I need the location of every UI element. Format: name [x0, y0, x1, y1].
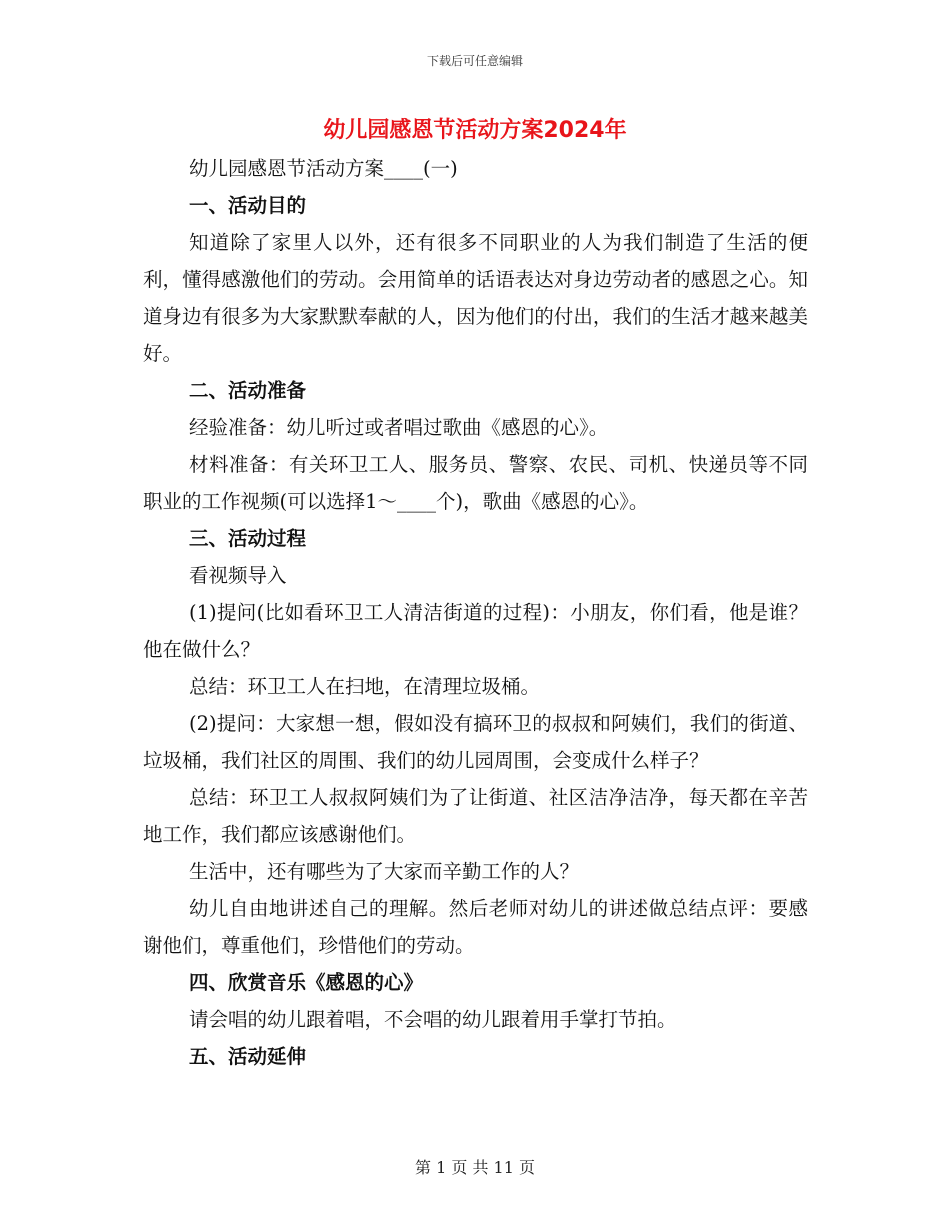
- body-paragraph: 生活中，还有哪些为了大家而辛勤工作的人？: [189, 860, 580, 883]
- body-paragraph: 幼儿自由地讲述自己的理解。然后老师对幼儿的讲述做总结点评：要感谢他们，尊重他们，珍惜他们的劳动。: [143, 897, 808, 957]
- section-heading: 一、活动目的: [189, 194, 307, 217]
- page-number-footer: 第 1 页 共 11 页: [415, 1158, 535, 1177]
- body-paragraph: 知道除了家里人以外，还有很多不同职业的人为我们制造了生活的便利，懂得感激他们的劳动。会用简单的话语表达对身边劳动者的感恩之心。知道身边有很多为大家默默奉献的人，因为他们的付出，我们的生活才越来越美好。: [143, 231, 808, 365]
- body-paragraph: (2)提问：大家想一想，假如没有搞环卫的叔叔和阿姨们，我们的街道、垃圾桶，我们社区的周围、我们的幼儿园周围，会变成什么样子？: [143, 712, 808, 772]
- body-paragraph: 材料准备：有关环卫工人、服务员、警察、农民、司机、快递员等不同职业的工作视频(可以选择1～____个)，歌曲《感恩的心》。: [143, 453, 808, 513]
- section-heading: 二、活动准备: [189, 379, 307, 402]
- section-heading: 五、活动延伸: [189, 1045, 307, 1068]
- body-paragraph: 请会唱的幼儿跟着唱，不会唱的幼儿跟着用手掌打节拍。: [189, 1008, 677, 1031]
- body-paragraph: 看视频导入: [189, 564, 287, 587]
- section-heading: 三、活动过程: [189, 527, 307, 550]
- body-paragraph: 总结：环卫工人在扫地，在清理垃圾桶。: [189, 675, 541, 698]
- body-paragraph: 幼儿园感恩节活动方案____(一): [189, 157, 458, 180]
- document-title: 幼儿园感恩节活动方案2024年: [323, 118, 627, 143]
- body-paragraph: 经验准备：幼儿听过或者唱过歌曲《感恩的心》。: [189, 416, 609, 439]
- body-paragraph: (1)提问(比如看环卫工人清洁街道的过程)：小朋友，你们看，他是谁？他在做什么？: [143, 601, 808, 661]
- document-body: [143, 150, 808, 1075]
- page-header-note: 下载后可任意编辑: [426, 54, 523, 68]
- section-heading: 四、欣赏音乐《感恩的心》: [189, 971, 424, 994]
- body-paragraph: 总结：环卫工人叔叔阿姨们为了让街道、社区洁净洁净，每天都在辛苦地工作，我们都应该感谢他们。: [143, 786, 808, 846]
